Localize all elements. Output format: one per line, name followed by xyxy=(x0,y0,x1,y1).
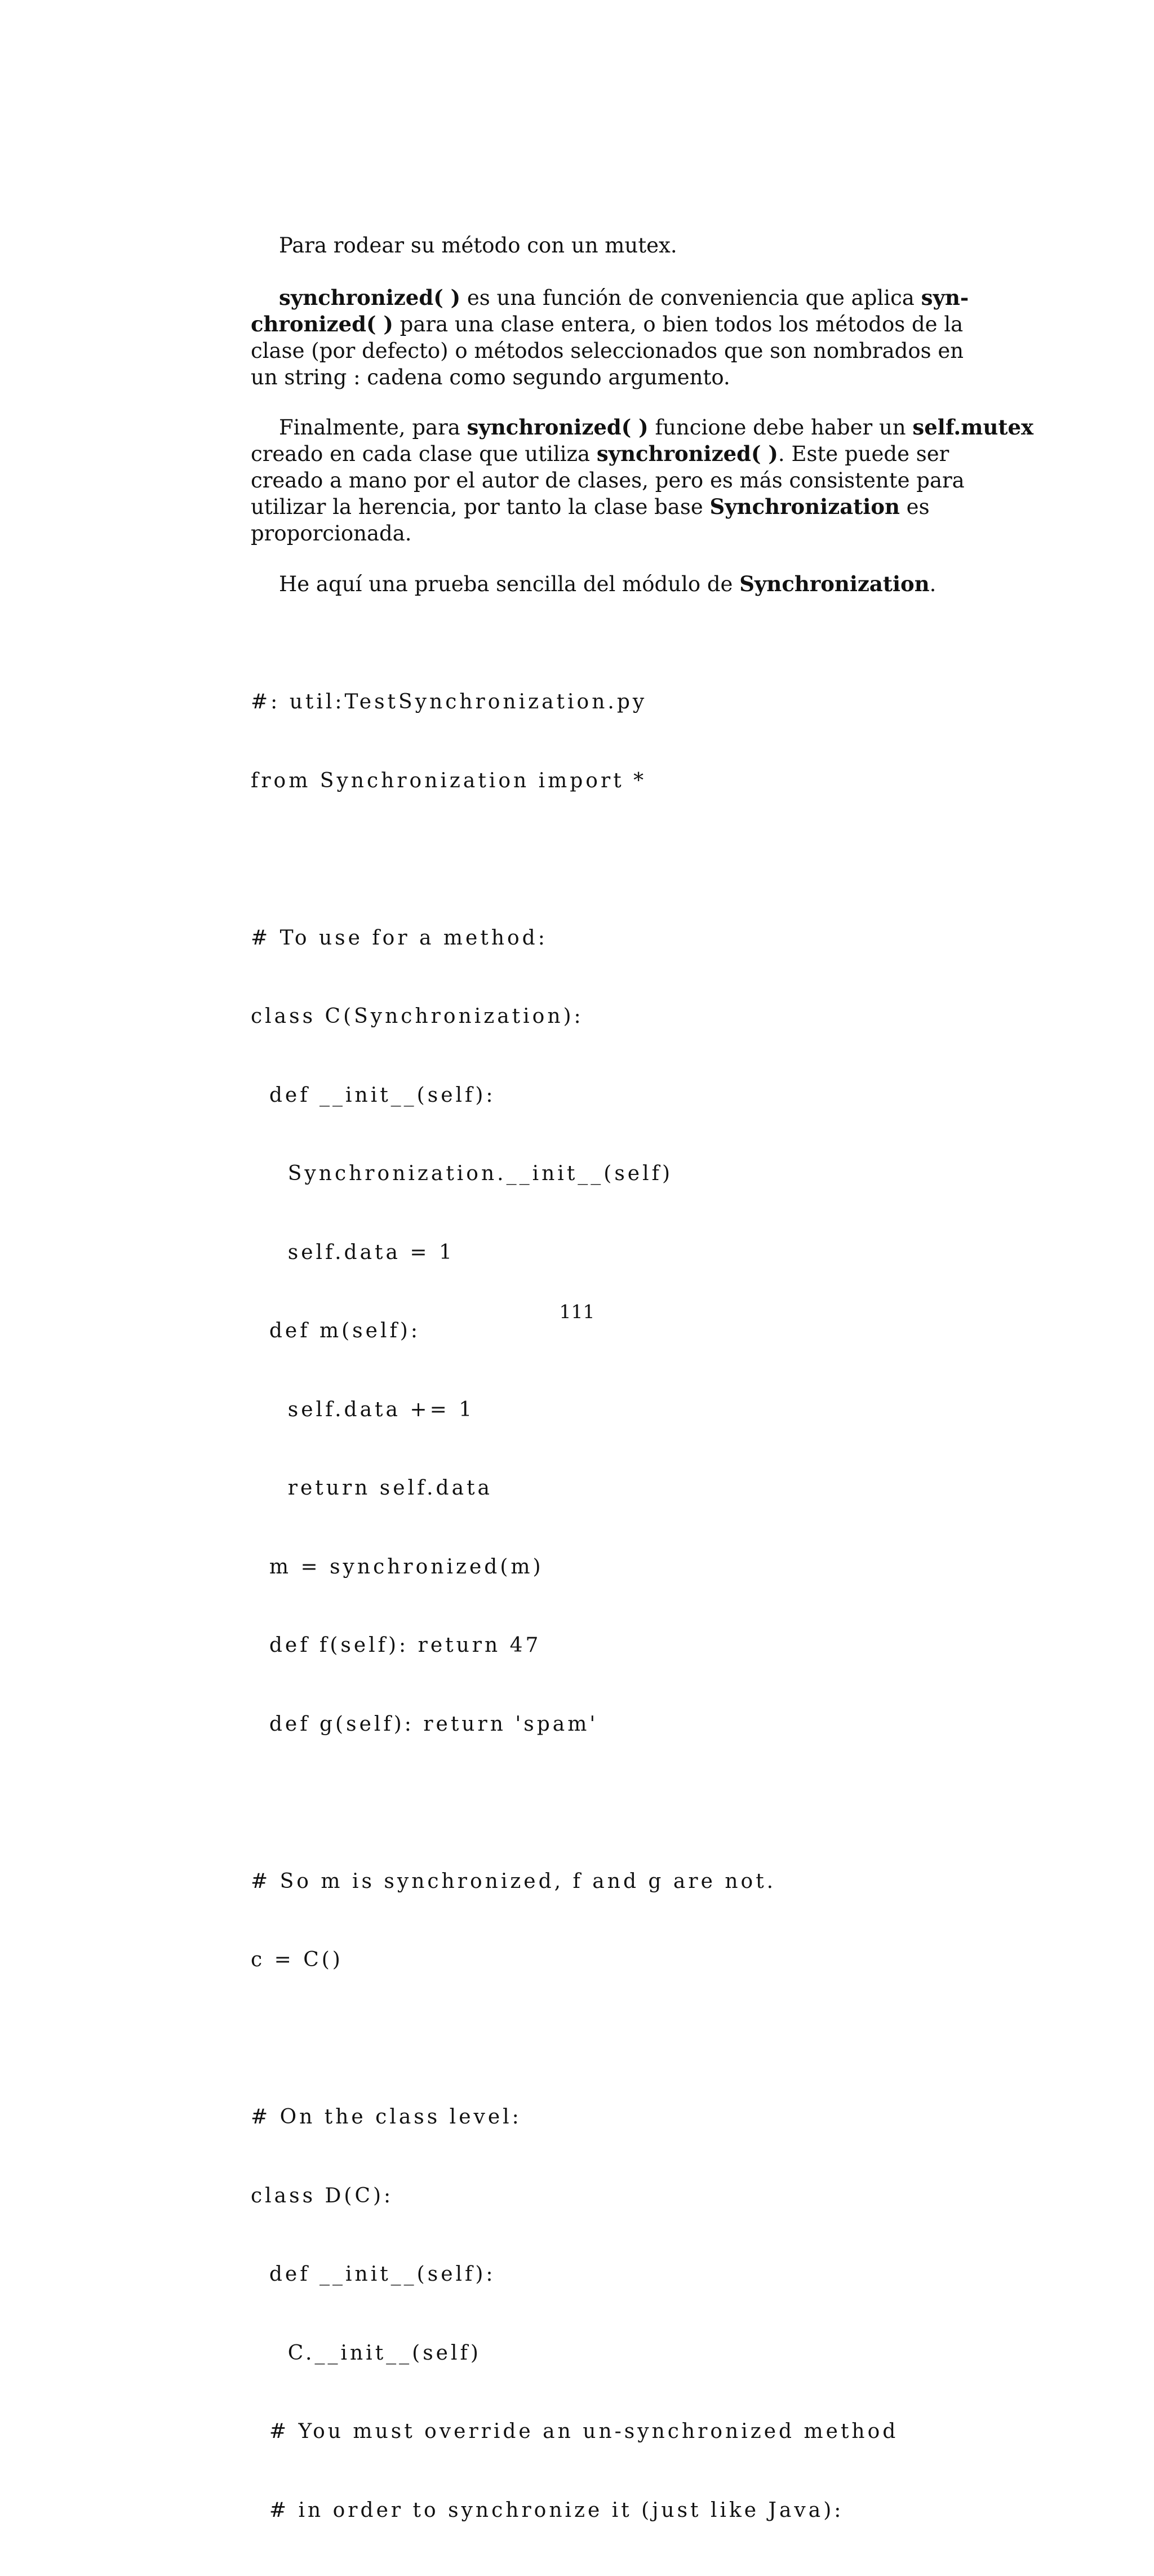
text-line: clase (por defecto) o métodos seleccionados que son nombrados en xyxy=(251,339,964,363)
paragraph-mutex-requirement xyxy=(251,414,1034,547)
bold-term: Synchronization xyxy=(739,571,930,596)
code-listing xyxy=(251,637,927,2576)
text-line xyxy=(251,494,949,520)
code-line: class D(C): xyxy=(251,2184,394,2207)
bold-term: synchronized( ) xyxy=(596,441,778,466)
paragraph-test-intro xyxy=(251,571,949,597)
text-span: . xyxy=(929,572,936,596)
bold-term: self.mutex xyxy=(912,415,1034,440)
code-line: C.__init__(self) xyxy=(251,2341,481,2365)
code-line: # So m is synchronized, f and g are not. xyxy=(251,1869,776,1893)
text-span: Finalmente, para xyxy=(279,415,467,440)
text-span: creado en cada clase que utiliza xyxy=(251,442,597,466)
code-line: def m(self): xyxy=(251,1319,420,1342)
text-line: proporcionada. xyxy=(251,521,412,546)
bold-term: synchronized( ) xyxy=(279,285,461,310)
bold-term: Synchronization xyxy=(709,494,900,519)
paragraph-synchronized-description xyxy=(251,285,969,391)
bold-term: syn- xyxy=(921,285,969,310)
paragraph-intro xyxy=(251,232,949,259)
code-line: def f(self): return 47 xyxy=(251,1634,542,1657)
code-line: # To use for a method: xyxy=(251,926,548,950)
code-line xyxy=(251,846,927,873)
text-line xyxy=(251,285,969,311)
code-line: # On the class level: xyxy=(251,2105,522,2129)
bold-term: synchronized( ) xyxy=(467,415,649,440)
code-line: c = C() xyxy=(251,1948,343,1971)
text-span: para una clase entera, o bien todos los métodos de la xyxy=(393,312,964,336)
text-line: Para rodear su método con un mutex. xyxy=(279,233,677,258)
text-line: un string : cadena como segundo argumento. xyxy=(251,365,730,389)
text-span: He aquí una prueba sencilla del módulo de xyxy=(279,572,740,596)
bold-term: chronized( ) xyxy=(251,312,393,336)
code-line: class C(Synchronization): xyxy=(251,1005,584,1028)
code-line xyxy=(251,2026,927,2052)
code-line: # You must override an un-synchronized method xyxy=(251,2420,899,2443)
text-line xyxy=(251,311,964,338)
code-line: def __init__(self): xyxy=(251,1083,496,1107)
code-line: return self.data xyxy=(251,1477,492,1500)
code-line: def __init__(self): xyxy=(251,2263,496,2286)
code-line xyxy=(251,1790,927,1816)
text-span: utilizar la herencia, por tanto la clase base xyxy=(251,495,710,519)
code-line: def g(self): return 'spam' xyxy=(251,1712,598,1736)
code-line: # in order to synchronize it (just like Java): xyxy=(251,2498,844,2522)
text-line xyxy=(251,441,949,467)
page-number: 111 xyxy=(559,1301,595,1323)
code-line: m = synchronized(m) xyxy=(251,1555,544,1579)
code-line: Synchronization.__init__(self) xyxy=(251,1162,673,1185)
text-span: es una función de conveniencia que aplica xyxy=(460,286,921,310)
code-line: self.data = 1 xyxy=(251,1240,455,1264)
code-line: self.data += 1 xyxy=(251,1398,475,1421)
text-line xyxy=(251,414,1034,441)
text-line xyxy=(251,571,949,597)
code-line: #: util:TestSynchronization.py xyxy=(251,690,647,713)
text-span: . Este puede ser xyxy=(778,442,949,466)
code-line: from Synchronization import * xyxy=(251,769,647,792)
text-line: creado a mano por el autor de clases, pero es más consistente para xyxy=(251,468,965,493)
text-span: es xyxy=(899,495,930,519)
text-span: funcione debe haber un xyxy=(648,415,913,440)
